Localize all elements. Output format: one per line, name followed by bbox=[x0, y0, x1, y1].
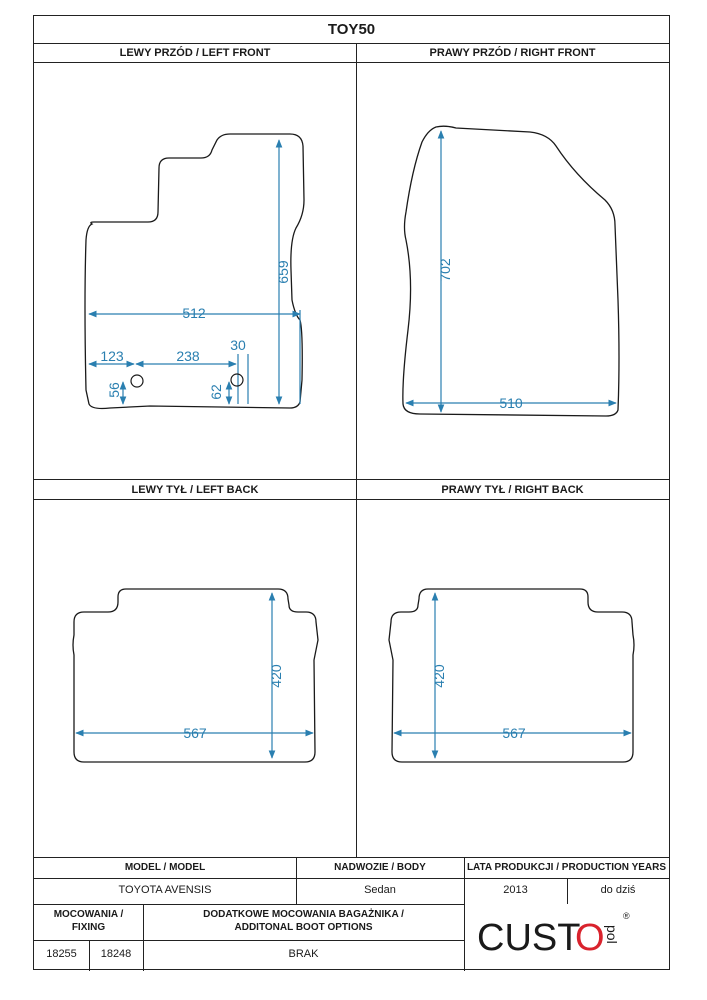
logo-text-accent: O bbox=[575, 917, 605, 959]
years-header: LATA PRODUKCJI / PRODUCTION YEARS bbox=[466, 862, 667, 873]
right-front-dimensions bbox=[406, 131, 616, 412]
right-back-dimensions bbox=[394, 593, 631, 758]
fixing-hole bbox=[131, 375, 143, 387]
dim-label-hole1-x: 123 bbox=[100, 348, 124, 364]
logo-registered-mark: ® bbox=[623, 911, 630, 921]
fixing-code-2: 18248 bbox=[100, 948, 132, 960]
custopol-logo bbox=[447, 895, 657, 965]
year-from: 2013 bbox=[503, 884, 528, 896]
dim-label-height: 702 bbox=[437, 258, 453, 282]
logo-text-main: CUST bbox=[477, 917, 581, 959]
fixing-header-line-1: MOCOWANIA / bbox=[53, 909, 124, 920]
body-value: Sedan bbox=[364, 884, 396, 896]
right-front-mat-outline bbox=[403, 126, 619, 416]
boot-header-line-2: ADDITONAL BOOT OPTIONS bbox=[234, 922, 373, 933]
dim-label-width: 512 bbox=[182, 305, 206, 321]
year-to: do dziś bbox=[600, 884, 636, 896]
dim-label-hole2-y: 62 bbox=[208, 384, 224, 400]
fixing-hole bbox=[231, 374, 243, 386]
left-back-dimensions bbox=[76, 593, 313, 758]
dim-label-width: 510 bbox=[499, 395, 523, 411]
left-front-mat-outline bbox=[85, 134, 304, 409]
left-front-dimensions bbox=[89, 140, 300, 404]
dim-label-width: 567 bbox=[502, 725, 526, 741]
boot-options-value: BRAK bbox=[288, 948, 319, 960]
fixing-header-line-2: FIXING bbox=[71, 922, 106, 933]
model-header: MODEL / MODEL bbox=[124, 862, 206, 873]
panel-header-left-back: LEWY TYŁ / LEFT BACK bbox=[34, 480, 356, 500]
dim-label-width: 567 bbox=[183, 725, 207, 741]
dim-label-height: 659 bbox=[275, 260, 291, 284]
dim-label-hole-gap: 238 bbox=[176, 348, 200, 364]
model-value: TOYOTA AVENSIS bbox=[118, 884, 212, 896]
logo-text-pol: pol bbox=[604, 925, 620, 944]
panel-header-right-front: PRAWY PRZÓD / RIGHT FRONT bbox=[356, 43, 669, 63]
dim-label-hole2-offset: 30 bbox=[230, 337, 246, 353]
body-header: NADWOZIE / BODY bbox=[334, 862, 426, 873]
dim-label-hole1-y: 56 bbox=[106, 382, 122, 398]
panel-header-right-back: PRAWY TYŁ / RIGHT BACK bbox=[356, 480, 669, 500]
dim-label-height: 420 bbox=[268, 664, 284, 688]
product-code: TOY50 bbox=[34, 16, 669, 44]
boot-header-line-1: DODATKOWE MOCOWANIA BAGAŻNIKA / bbox=[203, 909, 404, 920]
panel-header-left-front: LEWY PRZÓD / LEFT FRONT bbox=[34, 43, 356, 63]
fixing-code-1: 18255 bbox=[46, 948, 77, 960]
dim-label-height: 420 bbox=[431, 664, 447, 688]
